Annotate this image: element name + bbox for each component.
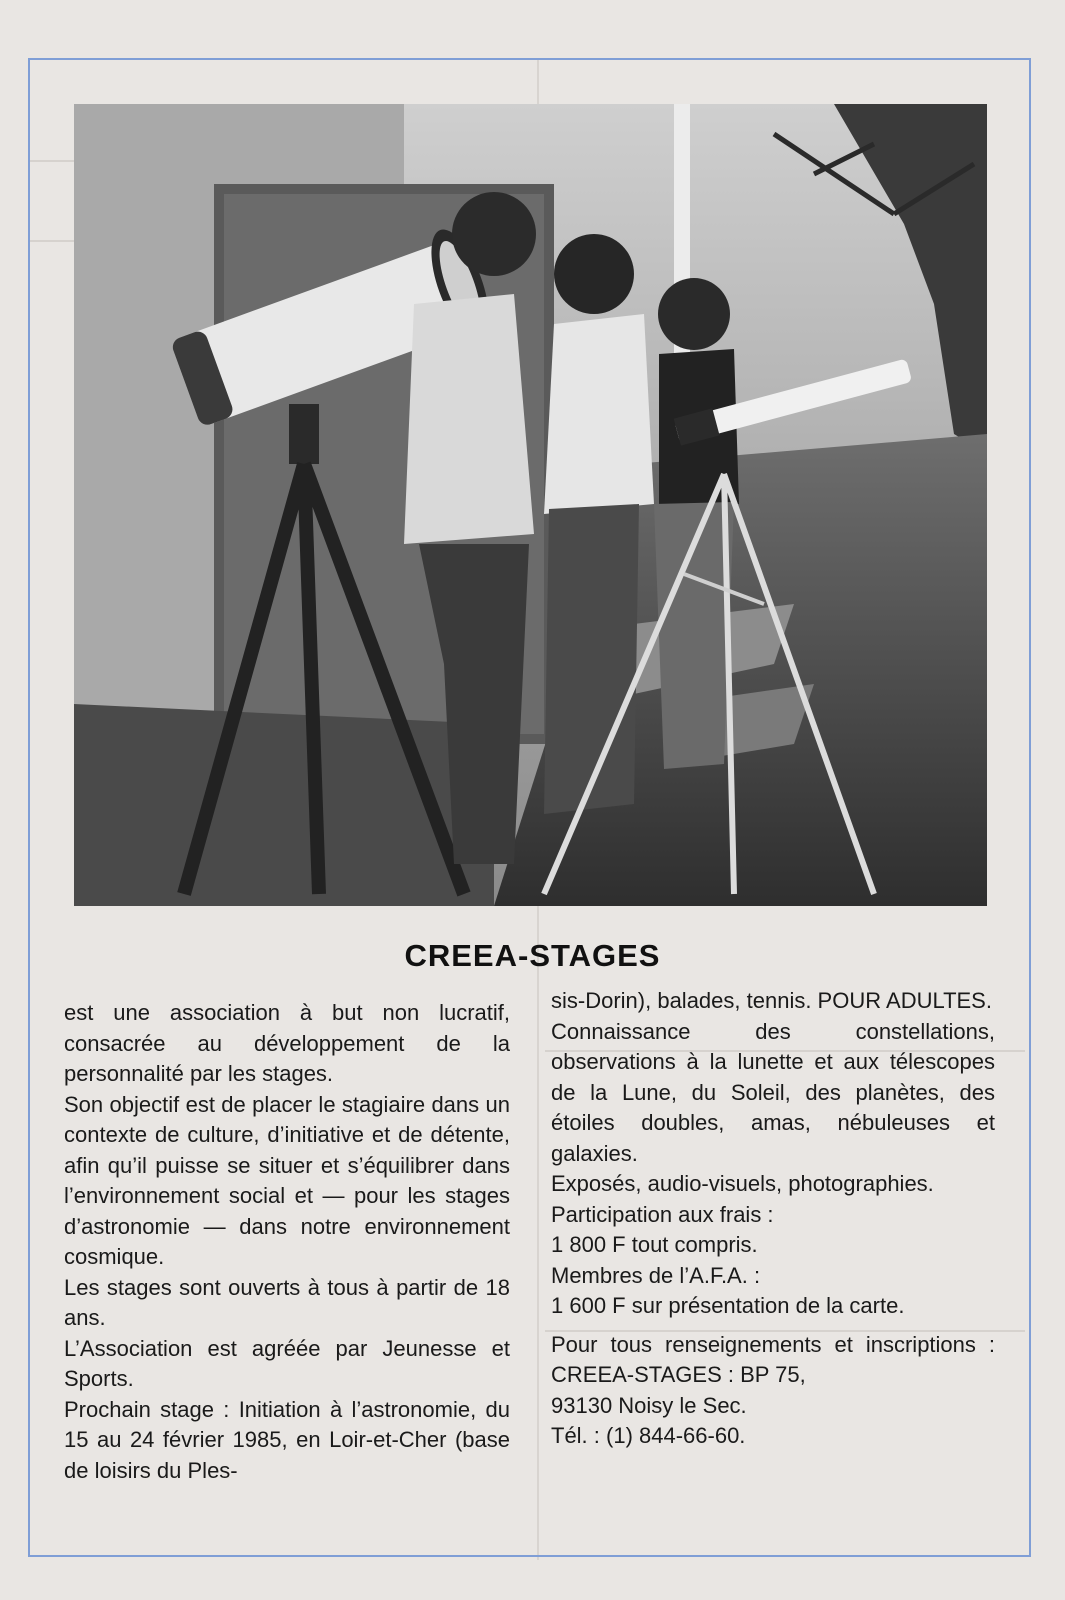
article-photo <box>74 104 987 906</box>
paragraph: sis-Dorin), balades, tennis. POUR ADULTES. <box>551 988 992 1013</box>
paragraph: est une association à but non lucratif, consacrée au développement de la personnalité par les stages. <box>64 1000 510 1086</box>
members-label: Membres de l’A.F.A. : <box>551 1262 761 1288</box>
right-column <box>551 986 995 1452</box>
paragraph: Prochain stage : Initiation à l’astronomie, du 15 au 24 février 1985, en Loir-et-Cher (base de loisirs du Ples- <box>64 1396 510 1483</box>
article-title: CREEA-STAGES <box>404 938 661 973</box>
address-city: 93130 Noisy le Sec. <box>551 1392 747 1418</box>
fee-members: 1 600 F sur présentation de la carte. <box>551 1293 905 1318</box>
paragraph: Connaissance des constellations, observations à la lunette et aux télescopes de la Lune, du Soleil, des planètes, des étoiles doubles, amas, nébuleuses et galaxies. <box>551 1018 995 1166</box>
fees-label: Participation aux frais : <box>551 1201 774 1227</box>
paragraph: Son objectif est de placer le stagiaire dans un contexte de culture, d’initiative et de détente, afin qu’il puisse se situer et s’équilibrer dans l’environnement social et — pour les stages d’astronomie — dans notre environnement cosmique. <box>64 1091 510 1269</box>
telescope-photo-illustration <box>74 104 987 906</box>
paragraph: Exposés, audio-visuels, photographies. <box>551 1171 934 1196</box>
info-line: Pour tous renseignements et inscriptions : CREEA-STAGES : BP 75, <box>551 1331 995 1387</box>
paragraph: L’Association est agréée par Jeunesse et Sports. <box>64 1335 510 1391</box>
fee-full: 1 800 F tout compris. <box>551 1232 758 1257</box>
phone-number: Tél. : (1) 844-66-60. <box>551 1423 746 1448</box>
left-column <box>64 998 510 1486</box>
paragraph: Les stages sont ouverts à tous à partir de 18 ans. <box>64 1274 510 1330</box>
